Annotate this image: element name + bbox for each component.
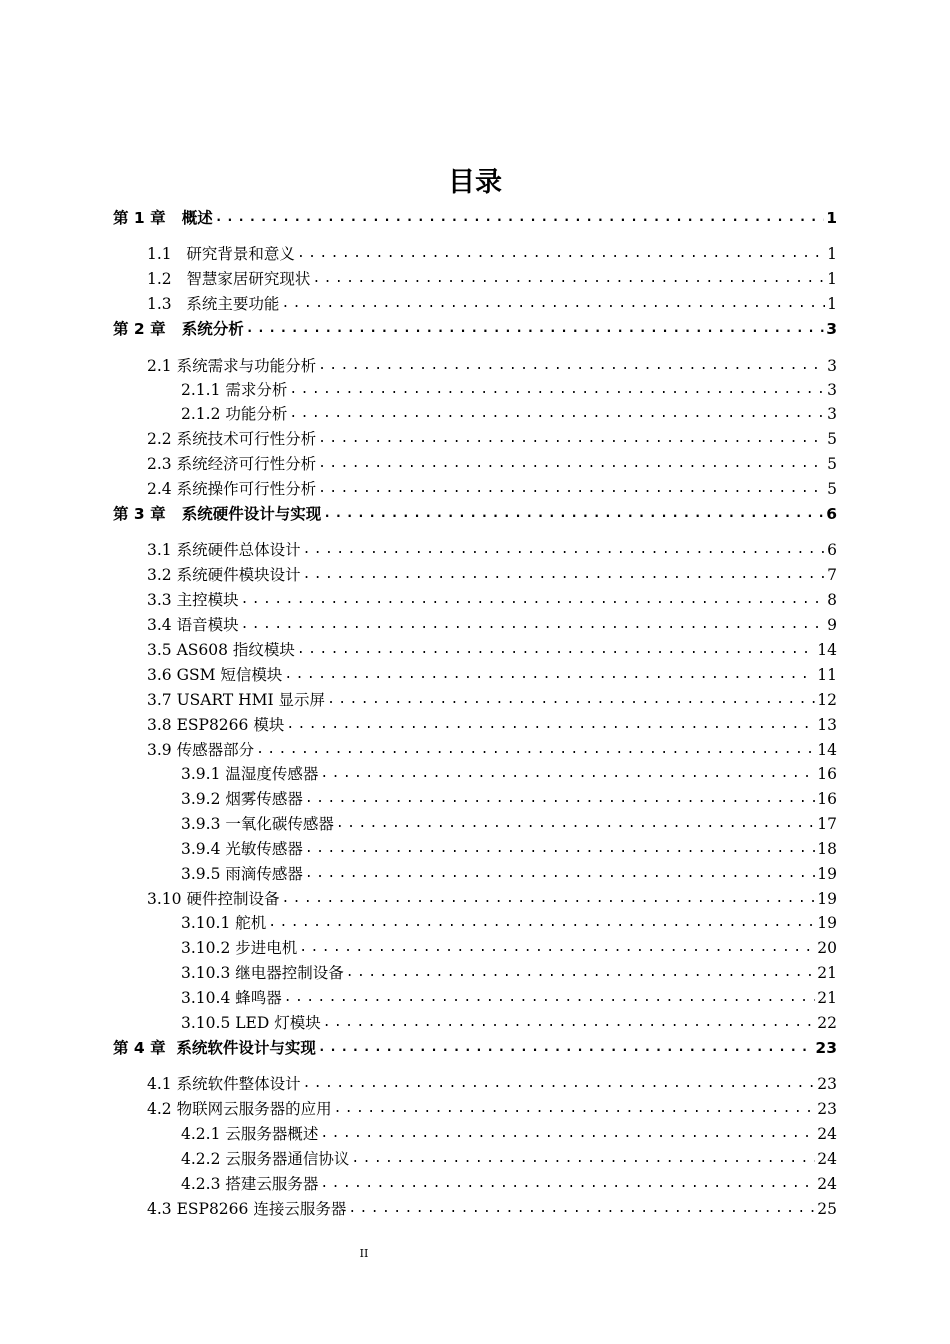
toc-entry-label: 2.1 系统需求与功能分析 bbox=[147, 357, 317, 375]
toc-dot-leader bbox=[268, 913, 815, 933]
toc-entry-page: 3 bbox=[826, 320, 837, 338]
toc-subsection-entry bbox=[181, 1009, 837, 1033]
toc-entry-label: 4.2.2 云服务器通信协议 bbox=[181, 1150, 350, 1168]
toc-dot-leader bbox=[320, 1124, 815, 1144]
toc-dot-leader bbox=[305, 864, 815, 884]
toc-section-entry bbox=[147, 586, 837, 610]
toc-dot-leader bbox=[323, 504, 824, 524]
toc-entry-label: 第 2 章 系统分析 bbox=[113, 320, 244, 338]
toc-entry-label: 3.7 USART HMI 显示屏 bbox=[147, 691, 326, 709]
toc-section-entry bbox=[147, 536, 837, 560]
toc-dot-leader bbox=[284, 988, 816, 1008]
toc-entry-label: 3.9.3 一氧化碳传感器 bbox=[181, 815, 334, 833]
toc-entry-page: 3 bbox=[827, 405, 837, 423]
toc-dot-leader bbox=[318, 454, 825, 474]
toc-dot-leader bbox=[215, 208, 824, 228]
toc-entry-page: 19 bbox=[817, 890, 837, 908]
toc-entry-page: 5 bbox=[827, 430, 837, 448]
toc-section-entry bbox=[147, 1095, 837, 1119]
toc-entry-label: 3.6 GSM 短信模块 bbox=[147, 666, 283, 684]
toc-entry-page: 19 bbox=[817, 914, 837, 932]
toc-subsection-entry bbox=[181, 810, 837, 834]
toc-dot-leader bbox=[241, 590, 826, 610]
toc-entry-label: 2.3 系统经济可行性分析 bbox=[147, 455, 317, 473]
toc-section-entry bbox=[147, 265, 837, 289]
toc-entry-page: 24 bbox=[817, 1175, 837, 1193]
toc-entry-label: 3.9.5 雨滴传感器 bbox=[181, 865, 303, 883]
toc-section-entry bbox=[147, 711, 837, 735]
toc-subsection-entry bbox=[181, 934, 837, 958]
toc-entry-page: 23 bbox=[815, 1039, 837, 1057]
toc-chapter-entry bbox=[113, 204, 837, 228]
toc-entry-page: 24 bbox=[817, 1125, 837, 1143]
toc-subsection-entry bbox=[181, 376, 837, 400]
toc-dot-leader bbox=[312, 269, 825, 289]
toc-entry-page: 19 bbox=[817, 865, 837, 883]
toc-chapter-entry bbox=[113, 1034, 837, 1058]
toc-dot-leader bbox=[336, 814, 815, 834]
toc-dot-leader bbox=[305, 839, 815, 859]
toc-dot-leader bbox=[284, 665, 815, 685]
toc-entry-label: 2.1.1 需求分析 bbox=[181, 381, 288, 399]
toc-entry-page: 1 bbox=[827, 270, 837, 288]
toc-dot-leader bbox=[318, 1038, 814, 1058]
toc-entry-label: 2.4 系统操作可行性分析 bbox=[147, 480, 317, 498]
toc-dot-leader bbox=[303, 565, 826, 585]
toc-dot-leader bbox=[286, 715, 815, 735]
toc-section-entry bbox=[147, 475, 837, 499]
toc-entry-page: 5 bbox=[827, 455, 837, 473]
toc-entry-page: 18 bbox=[817, 840, 837, 858]
toc-entry-label: 2.2 系统技术可行性分析 bbox=[147, 430, 317, 448]
toc-entry-page: 16 bbox=[817, 790, 837, 808]
toc-subsection-entry bbox=[181, 760, 837, 784]
toc-dot-leader bbox=[303, 1074, 816, 1094]
toc-entry-label: 1.1 研究背景和意义 bbox=[147, 245, 295, 263]
toc-dot-leader bbox=[303, 540, 826, 560]
toc-entry-page: 1 bbox=[826, 209, 837, 227]
toc-section-entry bbox=[147, 352, 837, 376]
toc-entry-page: 11 bbox=[817, 666, 837, 684]
toc-subsection-entry bbox=[181, 860, 837, 884]
toc-section-entry bbox=[147, 240, 837, 264]
toc-entry-label: 1.3 系统主要功能 bbox=[147, 295, 280, 313]
footer-page-number: II bbox=[359, 1247, 369, 1260]
toc-section-entry bbox=[147, 736, 837, 760]
toc-entry-page: 5 bbox=[827, 480, 837, 498]
toc-entry-label: 3.10.1 舵机 bbox=[181, 914, 267, 932]
toc-section-entry bbox=[147, 885, 837, 909]
toc-subsection-entry bbox=[181, 1145, 837, 1169]
toc-entry-page: 16 bbox=[817, 765, 837, 783]
toc-dot-leader bbox=[281, 294, 825, 314]
toc-dot-leader bbox=[348, 1199, 815, 1219]
toc-section-entry bbox=[147, 661, 837, 685]
toc-entry-page: 14 bbox=[817, 641, 837, 659]
toc-entry-page: 9 bbox=[827, 616, 837, 634]
toc-entry-label: 4.2.1 云服务器概述 bbox=[181, 1125, 319, 1143]
toc-entry-page: 25 bbox=[817, 1200, 837, 1218]
toc-subsection-entry bbox=[181, 909, 837, 933]
toc-entry-label: 3.5 AS608 指纹模块 bbox=[147, 641, 295, 659]
toc-section-entry bbox=[147, 290, 837, 314]
toc-section-entry bbox=[147, 425, 837, 449]
toc-dot-leader bbox=[318, 356, 825, 376]
toc-dot-leader bbox=[318, 429, 825, 449]
toc-entry-label: 3.10.5 LED 灯模块 bbox=[181, 1014, 321, 1032]
toc-entry-page: 6 bbox=[826, 505, 837, 523]
toc-entry-page: 3 bbox=[827, 381, 837, 399]
toc-section-entry bbox=[147, 636, 837, 660]
toc-dot-leader bbox=[297, 244, 825, 264]
toc-section-entry bbox=[147, 561, 837, 585]
toc-entry-label: 3.4 语音模块 bbox=[147, 616, 239, 634]
toc-entry-label: 3.8 ESP8266 模块 bbox=[147, 716, 285, 734]
toc-entry-page: 1 bbox=[827, 245, 837, 263]
toc-entry-page: 17 bbox=[817, 815, 837, 833]
toc-entry-label: 3.10 硬件控制设备 bbox=[147, 890, 280, 908]
toc-title: 目录 bbox=[448, 167, 502, 198]
toc-dot-leader bbox=[323, 1013, 816, 1033]
toc-entry-page: 13 bbox=[817, 716, 837, 734]
toc-section-entry bbox=[147, 450, 837, 474]
toc-entry-page: 12 bbox=[817, 691, 837, 709]
toc-entry-label: 4.1 系统软件整体设计 bbox=[147, 1075, 301, 1093]
toc-dot-leader bbox=[299, 938, 815, 958]
toc-entry-page: 7 bbox=[827, 566, 837, 584]
toc-entry-label: 4.2 物联网云服务器的应用 bbox=[147, 1100, 332, 1118]
toc-subsection-entry bbox=[181, 959, 837, 983]
toc-entry-page: 6 bbox=[827, 541, 837, 559]
toc-dot-leader bbox=[346, 963, 816, 983]
toc-entry-page: 3 bbox=[827, 357, 837, 375]
toc-chapter-entry bbox=[113, 315, 837, 339]
toc-subsection-entry bbox=[181, 1120, 837, 1144]
toc-dot-leader bbox=[327, 690, 815, 710]
toc-dot-leader bbox=[289, 380, 825, 400]
toc-entry-label: 3.9.2 烟雾传感器 bbox=[181, 790, 303, 808]
toc-entry-label: 1.2 智慧家居研究现状 bbox=[147, 270, 311, 288]
toc-entry-label: 3.9 传感器部分 bbox=[147, 741, 255, 759]
toc-entry-label: 4.3 ESP8266 连接云服务器 bbox=[147, 1200, 347, 1218]
toc-entry-label: 第 3 章 系统硬件设计与实现 bbox=[113, 505, 322, 523]
toc-entry-page: 24 bbox=[817, 1150, 837, 1168]
toc-entry-page: 20 bbox=[817, 939, 837, 957]
toc-entry-label: 第 1 章 概述 bbox=[113, 209, 213, 227]
toc-entry-label: 3.1 系统硬件总体设计 bbox=[147, 541, 301, 559]
toc-chapter-entry bbox=[113, 500, 837, 524]
toc-entry-page: 21 bbox=[817, 989, 837, 1007]
toc-dot-leader bbox=[256, 740, 815, 760]
toc-section-entry bbox=[147, 686, 837, 710]
toc-subsection-entry bbox=[181, 785, 837, 809]
toc-section-entry bbox=[147, 1195, 837, 1219]
toc-subsection-entry bbox=[181, 984, 837, 1008]
toc-section-entry bbox=[147, 1070, 837, 1094]
toc-entry-label: 3.10.4 蜂鸣器 bbox=[181, 989, 282, 1007]
toc-dot-leader bbox=[281, 889, 815, 909]
toc-dot-leader bbox=[318, 479, 825, 499]
toc-entry-label: 2.1.2 功能分析 bbox=[181, 405, 288, 423]
toc-dot-leader bbox=[241, 615, 826, 635]
toc-dot-leader bbox=[320, 764, 815, 784]
toc-subsection-entry bbox=[181, 1170, 837, 1194]
toc-entry-page: 8 bbox=[827, 591, 837, 609]
toc-entry-label: 3.3 主控模块 bbox=[147, 591, 239, 609]
toc-subsection-entry bbox=[181, 835, 837, 859]
toc-entry-page: 14 bbox=[817, 741, 837, 759]
toc-dot-leader bbox=[289, 404, 825, 424]
toc-section-entry bbox=[147, 611, 837, 635]
toc-dot-leader bbox=[334, 1099, 816, 1119]
toc-entry-label: 第 4 章 系统软件设计与实现 bbox=[113, 1039, 316, 1057]
toc-entry-label: 3.10.2 步进电机 bbox=[181, 939, 298, 957]
toc-entry-page: 1 bbox=[827, 295, 837, 313]
toc-entry-label: 3.10.3 继电器控制设备 bbox=[181, 964, 344, 982]
toc-dot-leader bbox=[246, 319, 824, 339]
toc-dot-leader bbox=[297, 640, 815, 660]
toc-entry-label: 3.2 系统硬件模块设计 bbox=[147, 566, 301, 584]
toc-subsection-entry bbox=[181, 400, 837, 424]
toc-entry-page: 23 bbox=[817, 1075, 837, 1093]
toc-dot-leader bbox=[351, 1149, 815, 1169]
toc-entry-page: 21 bbox=[817, 964, 837, 982]
toc-entry-page: 23 bbox=[817, 1100, 837, 1118]
toc-entry-label: 3.9.4 光敏传感器 bbox=[181, 840, 303, 858]
toc-dot-leader bbox=[320, 1174, 815, 1194]
toc-entry-page: 22 bbox=[817, 1014, 837, 1032]
toc-entry-label: 3.9.1 温湿度传感器 bbox=[181, 765, 319, 783]
toc-entry-label: 4.2.3 搭建云服务器 bbox=[181, 1175, 319, 1193]
toc-dot-leader bbox=[305, 789, 815, 809]
